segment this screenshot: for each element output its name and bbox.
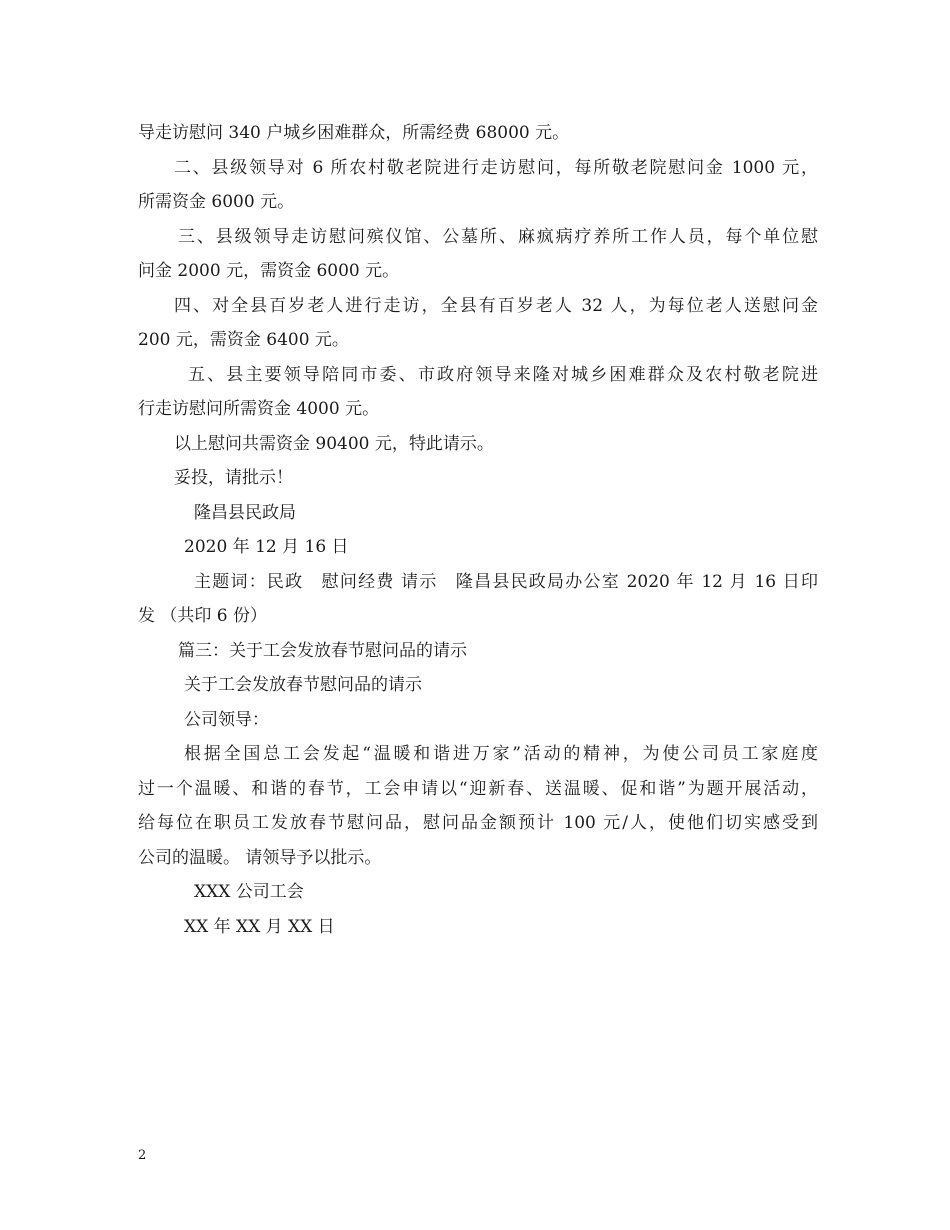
text-line: 二、县级领导对 6 所农村敬老院进行走访慰问，每所敬老院慰问金 1000 元， [174,157,818,178]
text-line: 发 （共印 6 份） [138,606,268,626]
page-number: 2 [138,1148,147,1163]
text-line: 所需资金 6000 元。 [138,192,295,212]
text-line: 公司的温暖。 请领导予以批示。 [138,847,382,868]
text-line: 根据全国总工会发起“温暖和谐进万家”活动的精神，为使公司员工家庭度 [184,744,818,764]
signature-date: 2020 年 12 月 16 日 [184,537,349,557]
signature-organization: XXX 公司工会 [194,882,304,902]
text-line: 以上慰问共需资金 90400 元，特此请示。 [174,433,494,454]
signature-date: XX 年 XX 月 XX 日 [184,916,335,937]
text-line: 问金 2000 元，需资金 6000 元。 [138,261,400,281]
document-title: 关于工会发放春节慰问品的请示 [184,675,422,695]
signature-organization: 隆昌县民政局 [194,502,296,523]
text-line: 四、对全县百岁老人进行走访，全县有百岁老人 32 人，为每位老人送慰问金 [174,295,818,316]
text-line: 三、县级领导走访慰问殡仪馆、公墓所、麻疯病疗养所工作人员，每个单位慰 [178,226,818,247]
salutation: 公司领导： [184,709,269,730]
text-line: 五、县主要领导陪同市委、市政府领导来隆对城乡困难群众及农村敬老院进 [188,364,818,385]
text-line: 200 元，需资金 6400 元。 [138,330,349,350]
text-line: 给每位在职员工发放春节慰问品，慰问品金额预计 100 元/人，使他们切实感受到 [138,813,818,833]
subject-words: 主题词：民政 慰问经费 请示 隆昌县民政局办公室 2020 年 12 月 16 日印 [194,571,818,592]
text-line: 妥投，请批示！ [174,468,293,488]
section-heading: 篇三：关于工会发放春节慰问品的请示 [178,640,467,661]
text-line: 导走访慰问 340 户城乡困难群众，所需经费 68000 元。 [138,123,570,143]
document-body [138,116,818,944]
text-line: 过一个温暖、和谐的春节，工会申请以“迎新春、送温暖、促和谐”为题开展活动， [138,778,818,799]
text-line: 行走访慰问所需资金 4000 元。 [138,399,380,419]
